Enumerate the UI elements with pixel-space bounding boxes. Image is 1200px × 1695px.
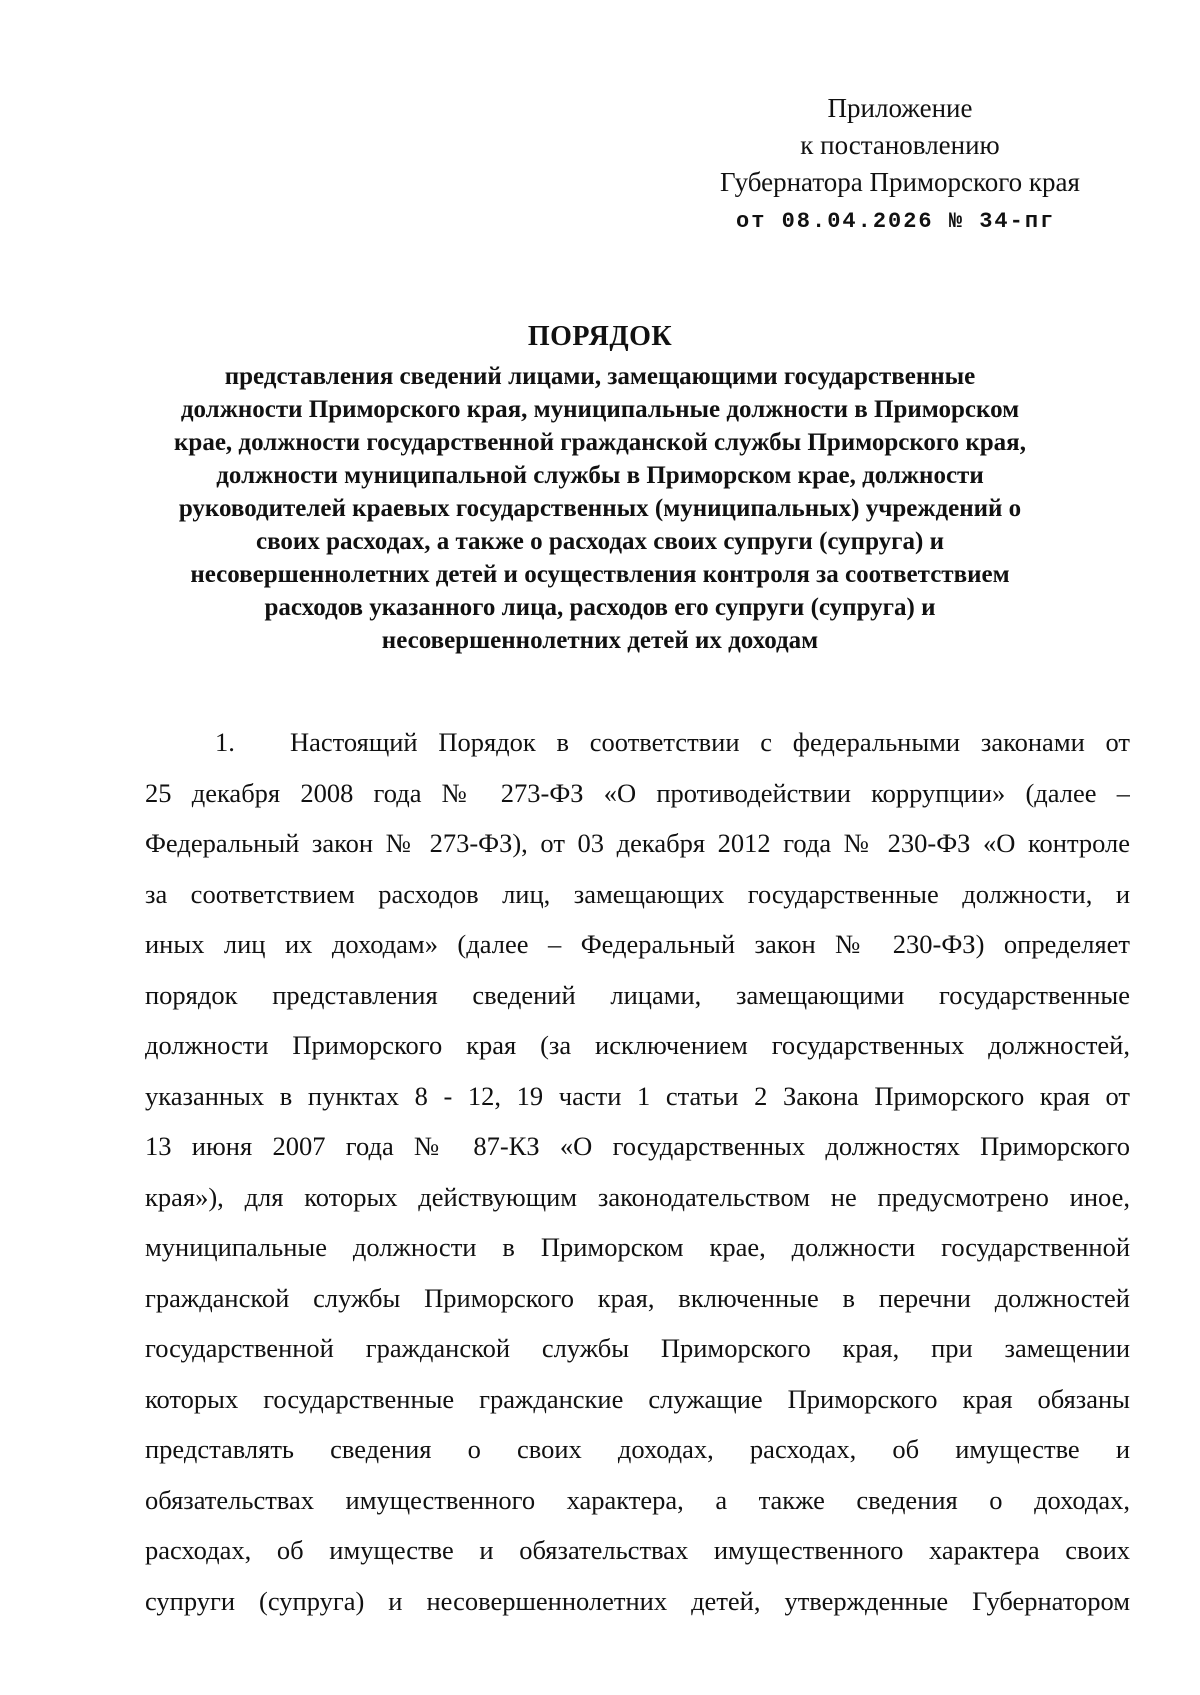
appendix-line-3: Губернатора Приморского края	[720, 167, 1080, 197]
paragraph-line: порядок представления сведений лицами, замещающими государственные	[145, 979, 1130, 1010]
subtitle-line: расходов указанного лица, расходов его супруги (супруга) и	[264, 594, 936, 621]
subtitle-line: крае, должности государственной гражданской службы Приморского края,	[174, 429, 1026, 456]
subtitle-line: несовершеннолетних детей их доходам	[381, 627, 819, 654]
paragraph-line: Федеральный закон № 273-ФЗ), от 03 декабря 2012 года № 230-ФЗ «О контроле	[145, 828, 1130, 858]
paragraph-line: края»), для которых действующим законодательством не предусмотрено иное,	[145, 1181, 1130, 1212]
paragraph-line: расходах, об имуществе и обязательствах имущественного характера своих	[145, 1535, 1130, 1565]
document-subtitle	[120, 360, 1080, 657]
paragraph-line: обязательствах имущественного характера, а также сведения о доходах,	[145, 1484, 1130, 1515]
paragraph-line: иных лиц их доходам» (далее – Федеральный закон № 230-ФЗ) определяет	[145, 929, 1130, 959]
paragraph-line: 25 декабря 2008 года № 273-ФЗ «О противодействии коррупции» (далее –	[145, 777, 1130, 808]
paragraph-line: которых государственные гражданские служащие Приморского края обязаны	[145, 1383, 1130, 1414]
subtitle-line: представления сведений лицами, замещающими государственные	[224, 363, 976, 390]
subtitle-line: несовершеннолетних детей и осуществления контроля за соответствием	[190, 561, 1010, 588]
paragraph-line: гражданской службы Приморского края, включенные в перечни должностей	[145, 1282, 1130, 1313]
paragraph-line: должности Приморского края (за исключением государственных должностей,	[145, 1030, 1130, 1060]
paragraph-line: за соответствием расходов лиц, замещающих государственные должности, и	[145, 878, 1130, 909]
paragraph-line: Настоящий Порядок в соответствии с федеральными законами от	[290, 727, 1130, 757]
paragraph-line: указанных в пунктах 8 - 12, 19 части 1 статьи 2 Закона Приморского края от	[145, 1080, 1130, 1111]
decree-number-stamp: от 08.04.2026 № 34-пг	[736, 209, 1056, 234]
subtitle-line: руководителей краевых государственных (муниципальных) учреждений о	[178, 495, 1022, 522]
subtitle-line: должности Приморского края, муниципальные должности в Приморском	[180, 396, 1020, 423]
paragraph-line: представлять сведения о своих доходах, расходах, об имуществе и	[145, 1434, 1130, 1464]
paragraph-line: муниципальные должности в Приморском крае, должности государственной	[145, 1232, 1130, 1262]
document-title: ПОРЯДОК	[527, 321, 673, 352]
subtitle-line: должности муниципальной службы в Приморском крае, должности	[216, 462, 984, 489]
appendix-line-2: к постановлению	[800, 130, 1000, 160]
appendix-line-1: Приложение	[827, 93, 973, 123]
paragraph-line: 13 июня 2007 года № 87-КЗ «О государственных должностях Приморского	[145, 1131, 1130, 1161]
paragraph-line-first	[145, 717, 1130, 768]
appendix-header	[640, 90, 1160, 240]
subtitle-line: своих расходах, а также о расходах своих супруги (супруга) и	[256, 528, 944, 555]
paragraph-line: государственной гражданской службы Приморского края, при замещении	[145, 1333, 1130, 1363]
document-title-block	[120, 318, 1080, 657]
paragraph-number: 1.	[215, 727, 235, 757]
paragraph-1	[145, 717, 1130, 1626]
paragraph-line: супруги (супруга) и несовершеннолетних детей, утвержденные Губернатором	[145, 1585, 1130, 1616]
